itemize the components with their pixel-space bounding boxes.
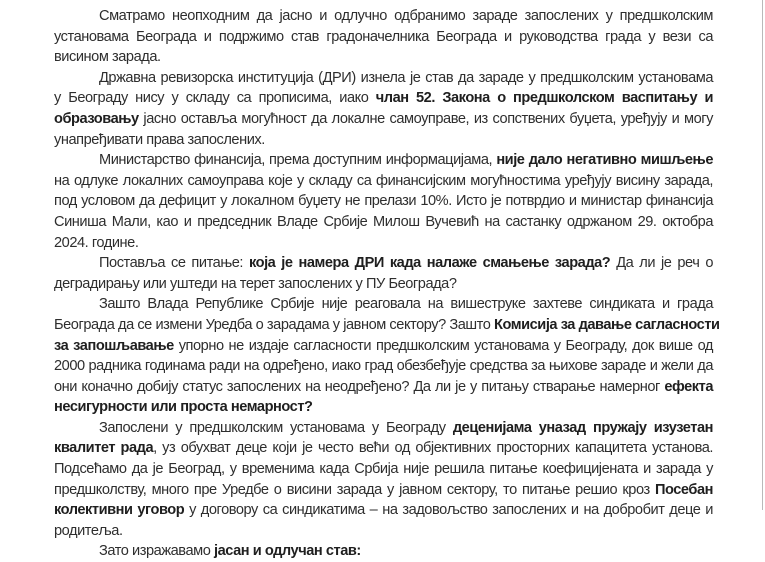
- text-line: [54, 88, 713, 109]
- body-text: Поставља се питање:: [99, 255, 249, 272]
- body-text: Београда да се измени Уредба о зарадама у јавном сектору? Зашто: [54, 316, 495, 333]
- text-line: [54, 27, 713, 48]
- text-line: [54, 6, 713, 27]
- text-line: [54, 377, 713, 398]
- bold-text: ефекта: [664, 378, 713, 395]
- bold-text: колективни уговор: [54, 502, 185, 519]
- text-line: [54, 541, 713, 562]
- text-line: [54, 47, 713, 68]
- text-line: [54, 233, 713, 254]
- text-line: [54, 397, 713, 418]
- body-text: 2000 радника годинама ради на одређено, иако град обезбеђује средства за њихове зараде и жели да: [54, 358, 713, 375]
- bold-text: Посебан: [654, 481, 713, 498]
- body-text: , уз обухват деце који је често већи од објективних просторних капацитета установа.: [153, 440, 713, 457]
- body-text: упорно не издаје сагласности предшколским установама у Београду, док више од: [173, 337, 713, 354]
- body-text: висином зарада.: [54, 49, 161, 66]
- page-edge-border: [762, 0, 763, 510]
- body-text: Подсећамо да је Београд, у временима када Србија није решила питање коефицијената и зарада у: [54, 461, 713, 478]
- bold-text: јасан и одлучан став:: [213, 543, 361, 560]
- text-line: [54, 212, 713, 233]
- text-line: [54, 336, 713, 357]
- bold-text: квалитет рада: [54, 440, 154, 457]
- paragraph-p7: [54, 541, 713, 562]
- text-line: [54, 294, 713, 315]
- paragraph-p4: [54, 253, 713, 294]
- body-text: Синиша Мали, као и председник Владе Србије Милош Вучевић на састанку одржаном 29. октобра: [54, 213, 713, 230]
- paragraph-p1: [54, 6, 713, 68]
- document-body: [54, 6, 720, 562]
- text-line: [54, 418, 713, 439]
- text-line: [54, 459, 713, 480]
- body-text: у Београду нису у складу са прописима, иако: [54, 90, 376, 107]
- body-text: Зато изражавамо: [99, 543, 214, 560]
- text-line: [54, 130, 713, 151]
- body-text: родитеља.: [54, 522, 123, 539]
- text-line: [54, 500, 713, 521]
- bold-text: за запошљавање: [54, 337, 174, 354]
- body-text: установама Београда и подржимо став градоначелника Београда и руководства града у вези са: [54, 28, 713, 45]
- bold-text: образовању: [54, 110, 139, 127]
- body-text: Државна ревизорска институција (ДРИ) изнела је став да зараде у предшколским установама: [99, 69, 713, 86]
- body-text: под условом да дефицит у локалном буџету не прелази 10%. Исто је потврдио и министар финансија: [54, 193, 713, 210]
- text-line: [54, 480, 713, 501]
- bold-text: Комисија за давање сагласности: [494, 316, 720, 333]
- text-line: [54, 68, 713, 89]
- body-text: Запослени у предшколским установама у Београду: [99, 419, 453, 436]
- body-text: Да ли је реч о: [610, 255, 713, 272]
- body-text: унапређивати права запослених.: [54, 131, 265, 148]
- text-line: [54, 109, 713, 130]
- text-line: [54, 315, 720, 336]
- body-text: Сматрамо неопходним да јасно и одлучно одбранимо зараде запослених у предшколским: [99, 8, 713, 24]
- body-text: на одлуке локалних самоуправа које у складу са финансијским могућностима уређују висину зарада,: [54, 172, 713, 189]
- body-text: 2024. године.: [54, 234, 139, 251]
- text-line: [54, 274, 713, 295]
- body-text: Министарство финансија, према доступним информацијама,: [99, 152, 497, 169]
- body-text: у договору са синдикатима – на задовољство запослених и на добробит деце и: [184, 502, 713, 519]
- body-text: деградирању или уштеди на терет запослених у ПУ Београда?: [54, 275, 457, 292]
- body-text: они коначно добију статус запослених на неодређено? Да ли је у питању стварање намерног: [54, 378, 665, 395]
- body-text: јасно оставља могућност да локалне самоуправе, из сопствених буџета, уређују и могу: [138, 110, 713, 127]
- text-line: [54, 356, 713, 377]
- bold-text: члан 52. Закона о предшколском васпитању и: [375, 90, 713, 107]
- paragraph-p5: [54, 294, 720, 418]
- bold-text: деценијама уназад пружају изузетан: [452, 419, 714, 436]
- text-line: [54, 171, 713, 192]
- text-line: [54, 150, 713, 171]
- text-line: [54, 438, 713, 459]
- body-text: предшколству, много пре Уредбе о висини зарада у јавном сектору, то питање решио кроз: [54, 481, 655, 498]
- bold-text: која је намера ДРИ када налаже смањење зарада?: [248, 255, 611, 272]
- text-line: [54, 253, 713, 274]
- text-line: [54, 191, 713, 212]
- bold-text: несигурности или проста немарност?: [54, 399, 313, 416]
- text-line: [54, 521, 713, 542]
- body-text: Зашто Влада Републике Србије није реаговала на вишеструке захтеве синдиката и града: [99, 296, 713, 313]
- paragraph-p3: [54, 150, 713, 253]
- bold-text: није дало негативно мишљење: [496, 152, 713, 169]
- paragraph-p6: [54, 418, 713, 542]
- paragraph-p2: [54, 68, 713, 150]
